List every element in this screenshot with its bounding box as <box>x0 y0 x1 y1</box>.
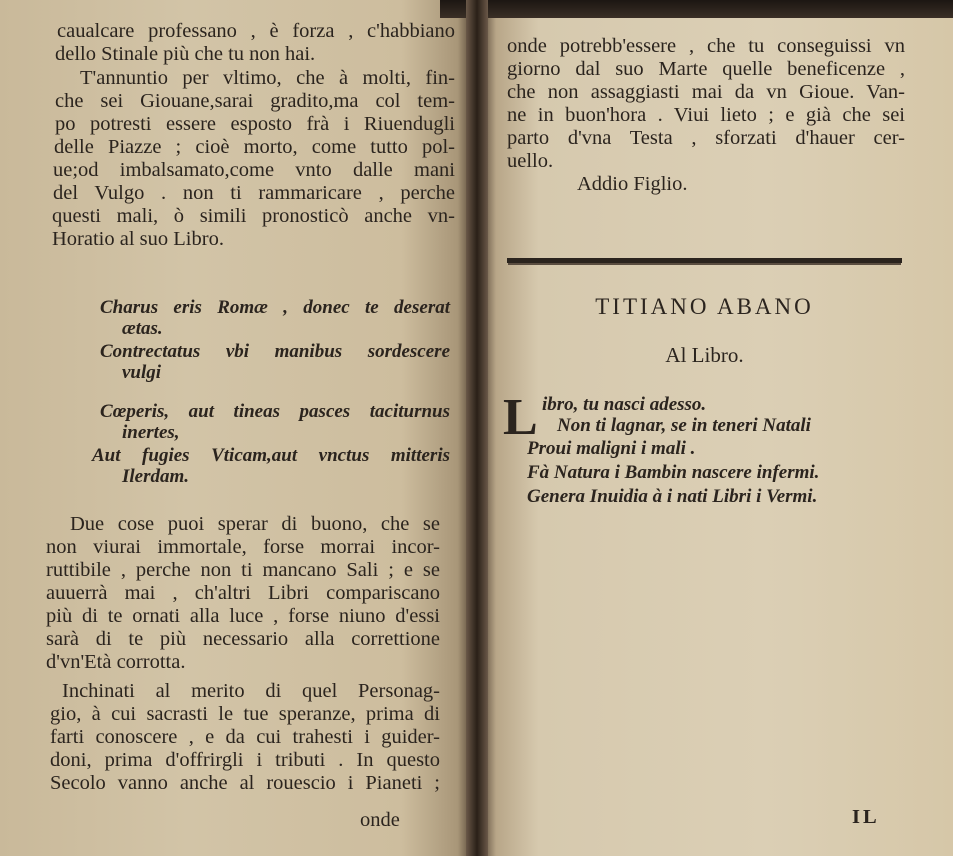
closing-line: Addio Figlio. <box>577 173 688 195</box>
verse-line: Contrectatus vbi manibus sordescere <box>100 341 450 362</box>
text-line: parto d'vna Testa , sforzati d'hauer cer- <box>507 127 905 149</box>
text-line: non viurai immortale, forse morrai incor- <box>46 536 440 558</box>
text-line: po potresti essere esposto frà i Riuendugli <box>55 113 455 135</box>
poem-line: ibro, tu nasci adesso. <box>542 394 707 415</box>
verse-line: Ilerdam. <box>122 466 190 487</box>
text-line: delle Piazze ; cioè morto, come tutto pol- <box>54 136 455 158</box>
verse-line: ætas. <box>122 318 163 339</box>
text-line: T'annuntio per vltimo, che à molti, fin- <box>80 67 455 89</box>
text-line: ne in buon'hora . Viui lieto ; e già che sei <box>507 104 905 126</box>
verse-line: Charus eris Romæ , donec te deserat <box>100 297 450 318</box>
text-line: giorno dal suo Marte quelle beneficenze , <box>507 58 905 80</box>
verse-line: Aut fugies Vticam,aut vnctus mitteris <box>92 445 450 466</box>
poem-line: Non ti lagnar, se in teneri Natali <box>557 415 811 436</box>
section-heading: TITIANO ABANO <box>595 294 814 319</box>
book-gutter <box>466 0 488 856</box>
verse-line: vulgi <box>122 362 162 383</box>
text-line: farti conoscere , e da cui trahesti i guider- <box>50 726 440 748</box>
text-line: Secolo vanno anche al rouescio i Pianeti ; <box>50 772 440 794</box>
section-divider <box>507 258 902 263</box>
text-line: Inchinati al merito di quel Personag- <box>62 680 440 702</box>
text-line: questi mali, ò simili pronosticò anche vn- <box>52 205 455 227</box>
text-line: ue;od imbalsamato,come vnto dalle mani <box>53 159 455 181</box>
text-line: d'vn'Età corrotta. <box>46 651 186 673</box>
verse-line: inertes, <box>122 422 180 443</box>
book-edge <box>440 0 953 18</box>
text-line: Horatio al suo Libro. <box>52 228 224 250</box>
poem-line: Proui maligni i mali . <box>527 438 696 459</box>
text-line: auuerrà mai , ch'altri Libri compariscano <box>46 582 440 604</box>
poem-line: Fà Natura i Bambin nascere infermi. <box>527 462 820 483</box>
signature-mark: IL <box>852 806 880 828</box>
drop-cap: L <box>503 389 538 446</box>
section-subheading: Al Libro. <box>665 343 744 367</box>
poem-line: Genera Inuidia à i nati Libri i Vermi. <box>527 486 818 507</box>
text-line: del Vulgo . non ti rammaricare , perche <box>53 182 455 204</box>
text-line: onde potrebb'essere , che tu conseguissi vn <box>507 35 905 57</box>
text-line: doni, prima d'offrirgli i tributi . In questo <box>50 749 440 771</box>
text-line: Due cose puoi sperar di buono, che se <box>70 513 440 535</box>
text-line: dello Stinale più che tu non hai. <box>55 43 316 65</box>
text-line: gio, à cui sacrasti le tue speranze, prima di <box>50 703 440 725</box>
text-line: più di te ornati alla luce , forse niuno d'essi <box>46 605 440 627</box>
text-line: caualcare professano , è forza , c'habbiano <box>57 20 455 42</box>
catchword: onde <box>360 809 400 831</box>
verse-line: Cœperis, aut tineas pasces taciturnus <box>100 401 450 422</box>
text-line: sarà di te più necessario alla correttione <box>46 628 440 650</box>
text-line: che sei Giouane,sarai gradito,ma col tem- <box>55 90 455 112</box>
text-line: ruttibile , perche non ti mancano Sali ; e se <box>46 559 440 581</box>
text-line: che non assaggiasti mai da vn Gioue. Van- <box>507 81 905 103</box>
text-line: uello. <box>507 150 554 172</box>
